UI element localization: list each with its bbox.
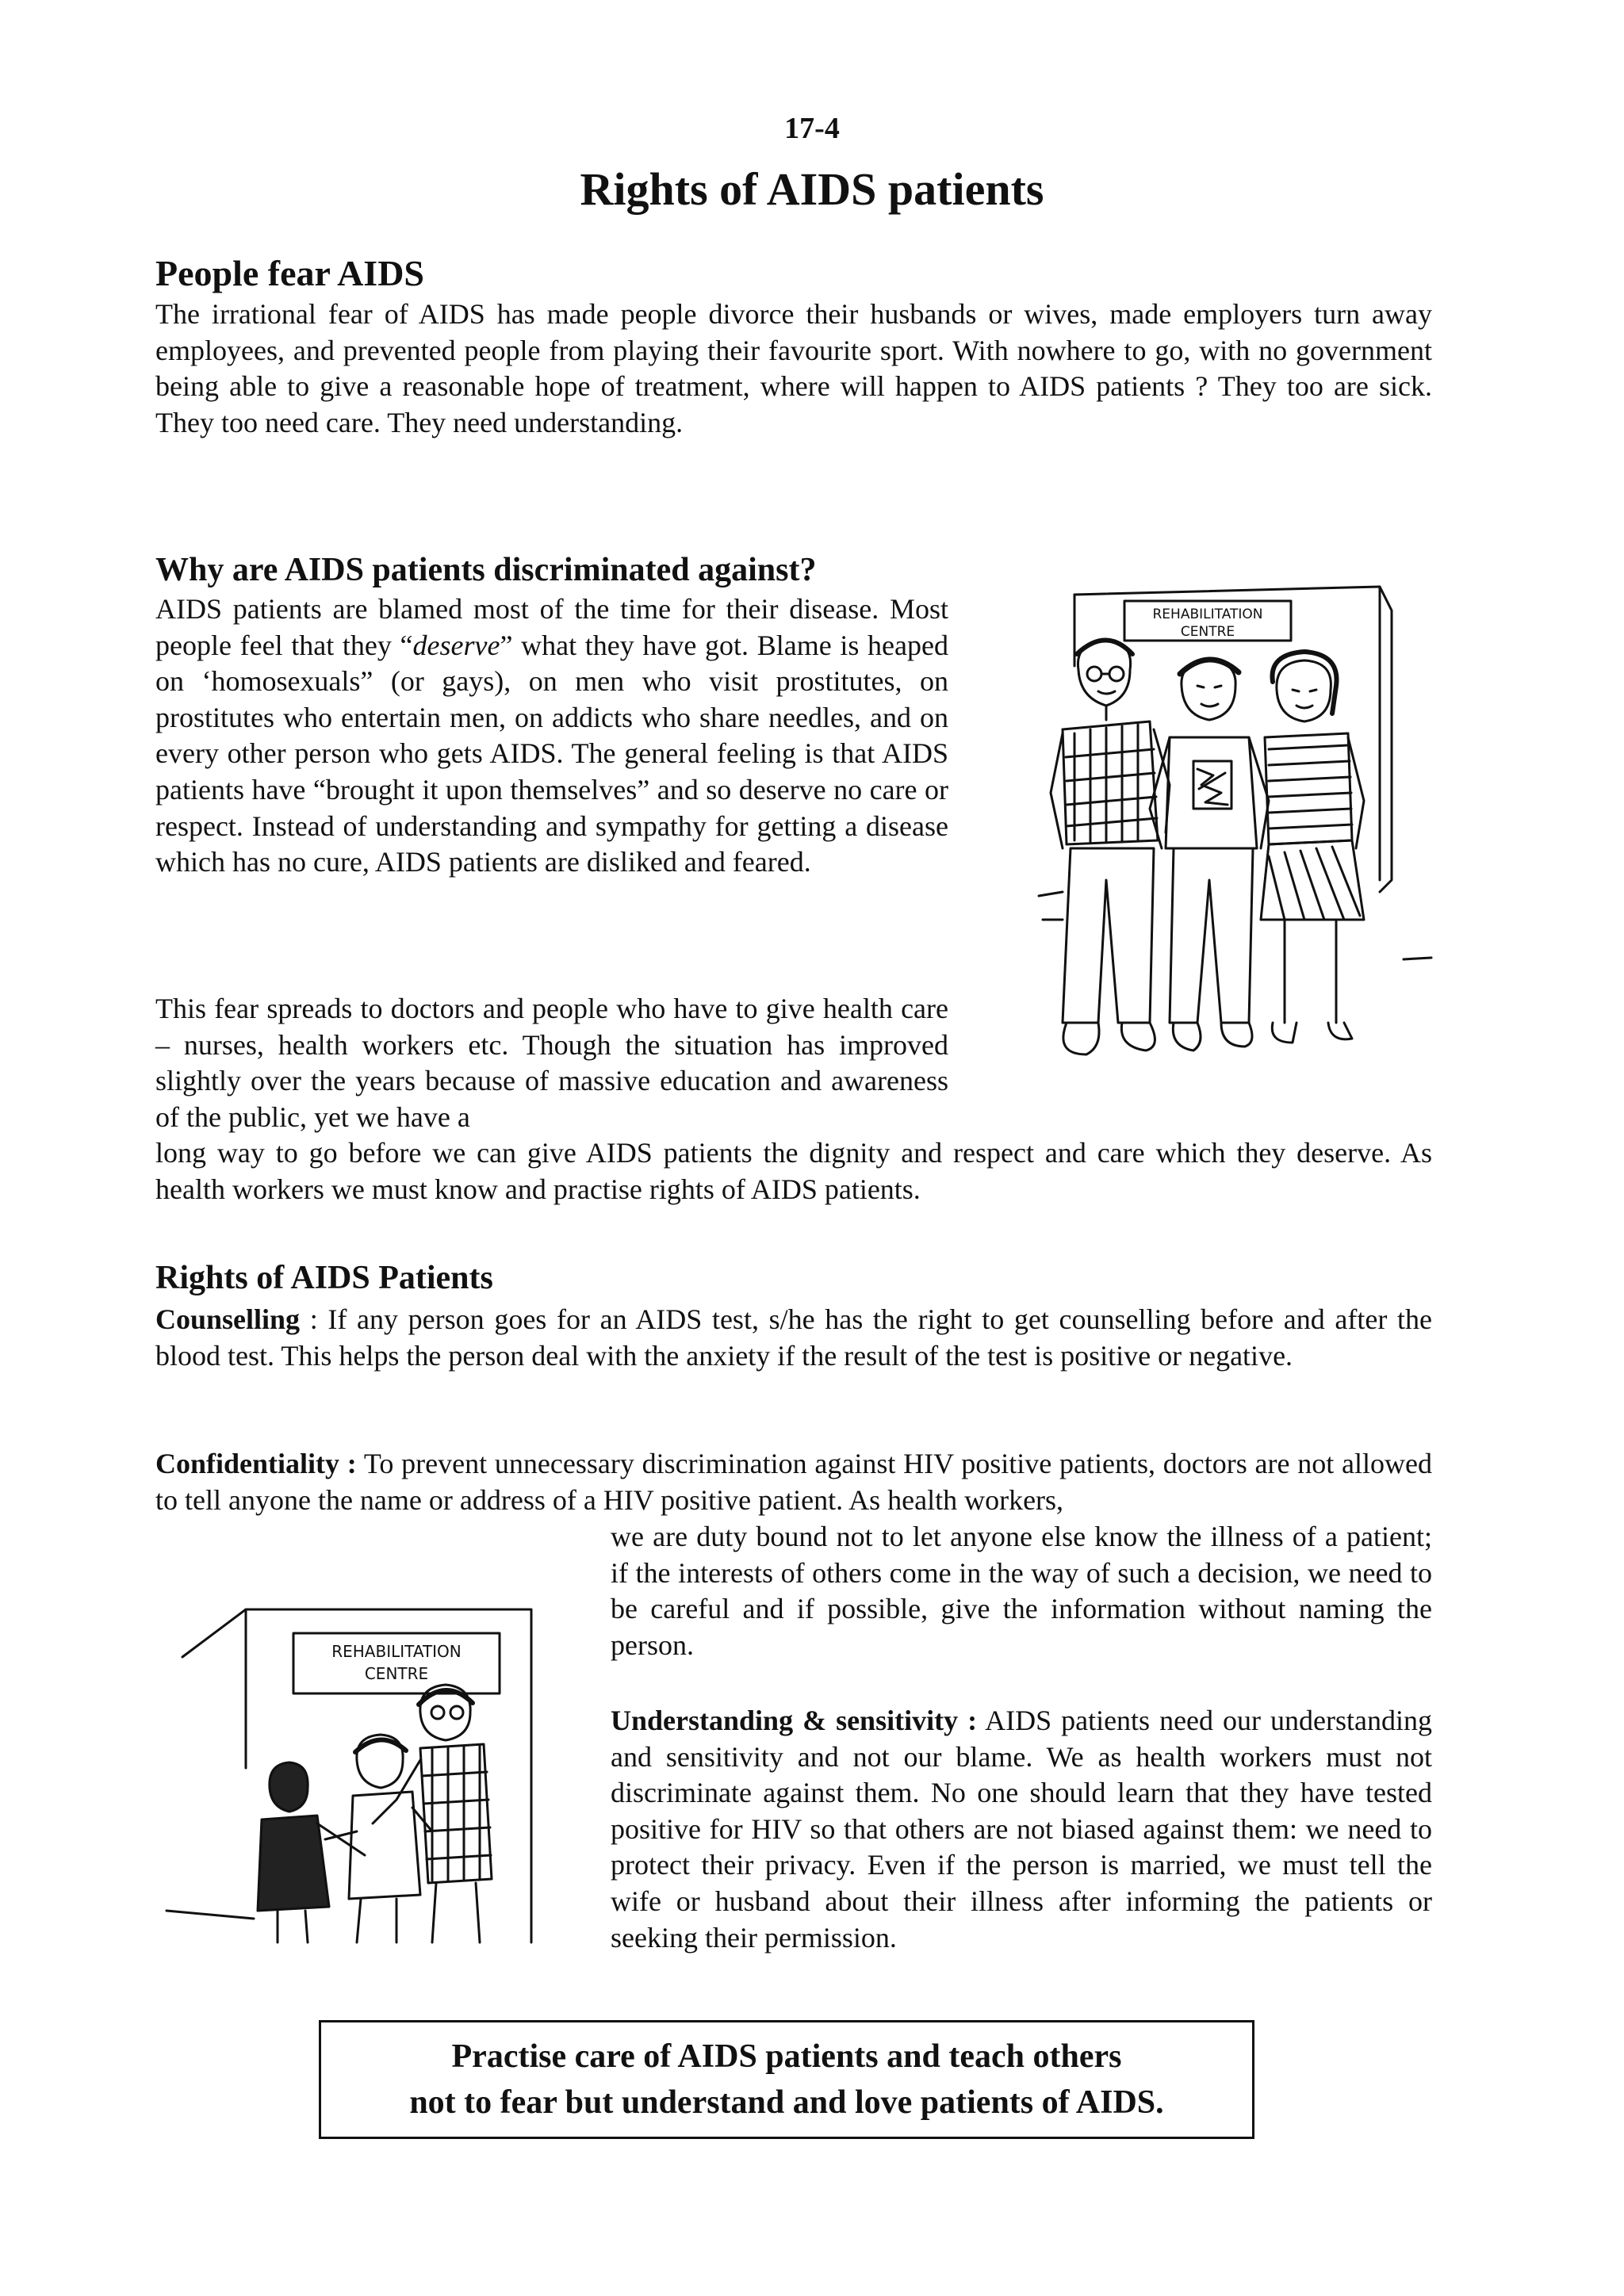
callout-box	[319, 2020, 1254, 2139]
girl-figure	[1261, 652, 1431, 1043]
paragraph-fear-spreads-wide: long way to go before we can give AIDS patients the dignity and respect and care which they deserve. As health workers we must know and practise rights of AIDS patients.	[155, 1137, 1432, 1205]
paragraph-confidentiality: Confidentiality : To prevent unnecessary discrimination against HIV positive patients, doctors are not allowed to tell anyone the name or address of a HIV positive patient. As health workers,	[155, 1448, 1432, 1516]
paragraph-blame: AIDS patients are blamed most of the time for their disease. Most people feel that they “deserve” what they have got. Blame is heaped on ‘homosexuals” (or gays), on men who visit prostitutes, on prostitutes who entertain men, on addicts who share needles, and on every other person who gets AIDS. The general feeling is that AIDS patients have “brought it upon themselves” and so deserve no care or respect. Instead of understanding and sympathy for getting a disease which has no cure, AIDS patients are disliked and feared.	[155, 593, 948, 878]
paragraph-fear-spreads-narrow: This fear spreads to doctors and people who have to give health care – nurses, health workers etc. Though the situation has improved slightly over the years because of massive education and awareness of the public, yet we have a	[155, 993, 948, 1133]
sign-line1: REHABILITATION	[1152, 607, 1263, 622]
sign-line2: CENTRE	[1180, 624, 1235, 640]
illustration-helping-patient	[159, 1594, 571, 1958]
callout-line1: Practise care of AIDS patients and teach others	[451, 2038, 1122, 2075]
page-number: 17-4	[784, 112, 840, 145]
health-worker-figure	[373, 1685, 492, 1942]
paragraph-confidentiality-continued: we are duty bound not to let anyone else know the illness of a patient; if the interests of others come in the way of such a decision, we need to be careful and if possible, give the information without naming the person.	[611, 1521, 1432, 1661]
boy-figure	[1150, 660, 1269, 1050]
paragraph-counselling: Counselling : If any person goes for an AIDS test, s/he has the right to get counselling before and after the blood test. This helps the person deal with the anxiety if the result of the test is positive or negative.	[155, 1303, 1432, 1372]
man-figure	[1039, 641, 1170, 1055]
term-counselling: Counselling	[155, 1303, 301, 1335]
term-understanding-sensitivity: Understanding & sensitivity :	[611, 1705, 978, 1736]
heading-rights-of-aids-patients: Rights of AIDS Patients	[155, 1260, 493, 1296]
child-figure	[258, 1762, 365, 1942]
sign-line1: REHABILITATION	[331, 1642, 462, 1661]
emphasis-deserve: deserve	[412, 629, 500, 661]
heading-people-fear-aids: People fear AIDS	[155, 253, 425, 293]
sign-line2: CENTRE	[364, 1664, 429, 1683]
paragraph-people-fear-aids: The irrational fear of AIDS has made people divorce their husbands or wives, made employers turn away employees, and prevented people from playing their favourite sport. With nowhere to go, with no government being able to give a reasonable hope of treatment, where will happen to AIDS patients ? They too are sick. They too need care. They need understanding.	[155, 298, 1432, 438]
page-title: Rights of AIDS patients	[580, 163, 1044, 215]
illustration-rehabilitation-centre-group	[1031, 579, 1443, 1062]
callout-line2: not to fear but understand and love patients of AIDS.	[409, 2084, 1164, 2121]
heading-why-discriminated: Why are AIDS patients discriminated against?	[155, 552, 817, 588]
term-confidentiality: Confidentiality :	[155, 1448, 357, 1479]
paragraph-understanding-sensitivity: Understanding & sensitivity : AIDS patients need our understanding and sensitivity and not our blame. We as health workers must not discriminate against them. No one should learn that they have tested positive for HIV so that others are not biased against them: we need to protect their privacy. Even if the person is married, we must tell the wife or husband about their illness after informing the patients or seeking their permission.	[611, 1705, 1432, 1954]
